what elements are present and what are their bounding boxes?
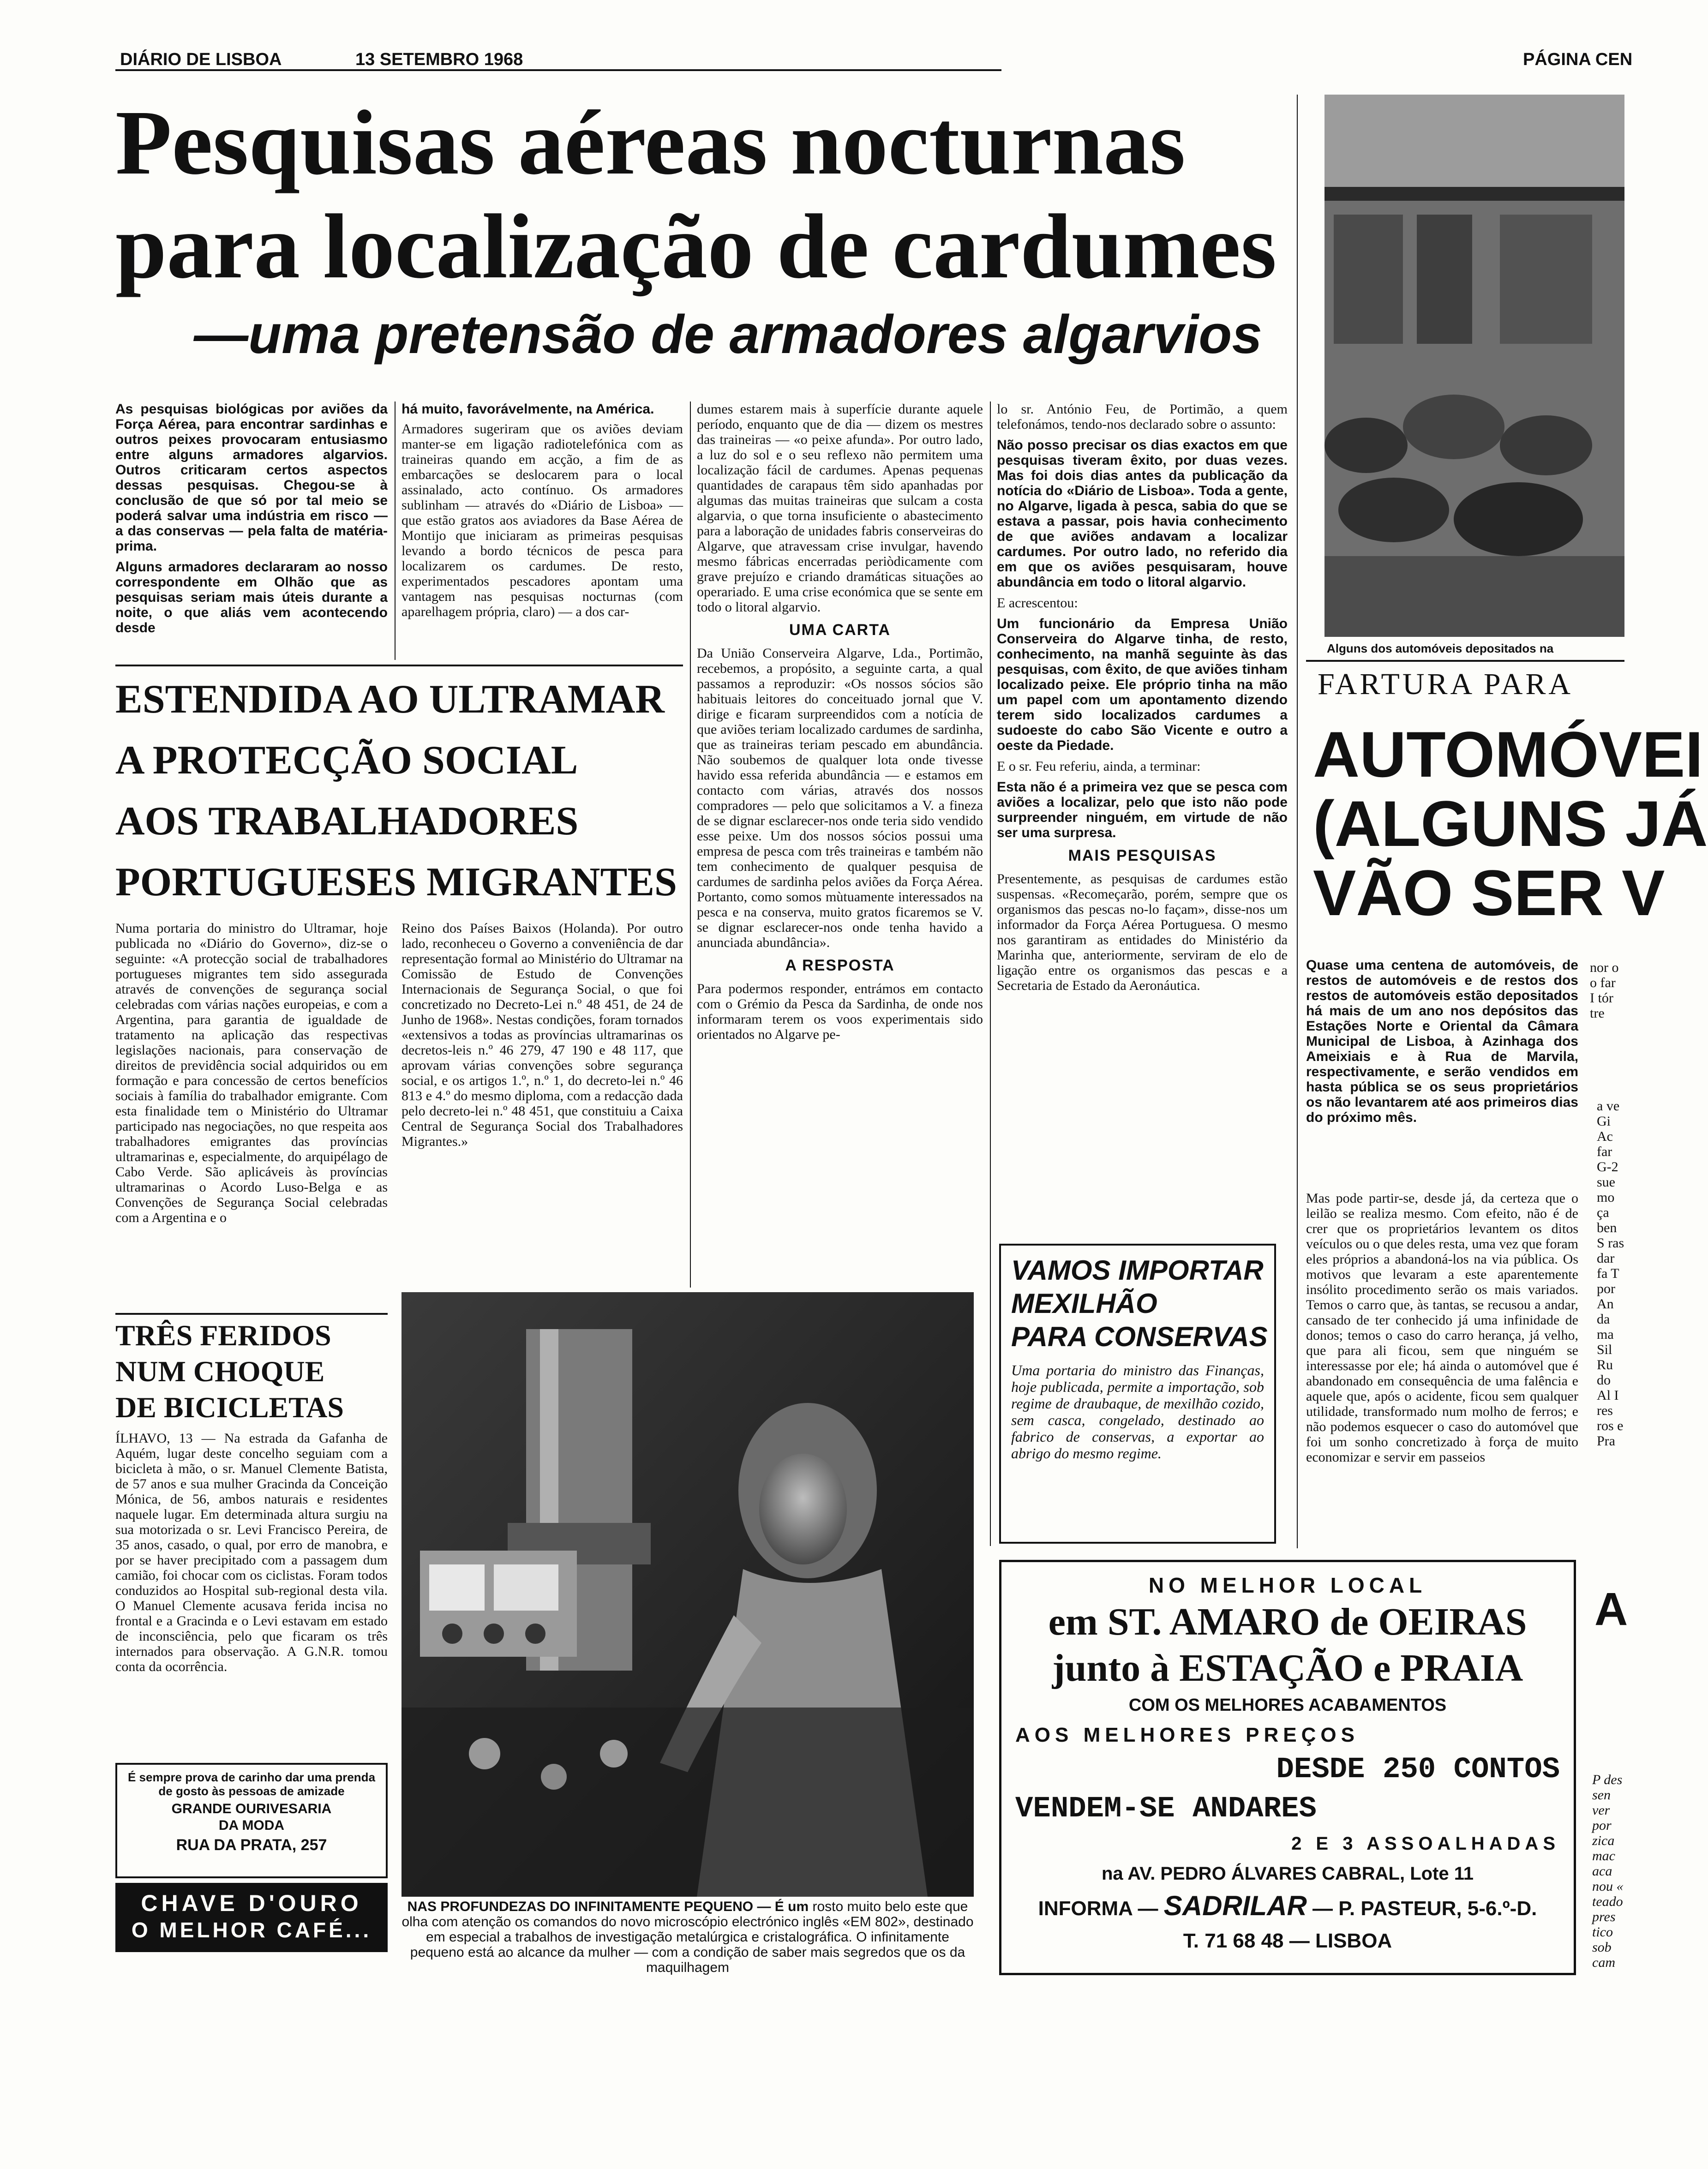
ad-oeiras — [999, 1560, 1576, 1975]
right-story-intro: Quase uma centena de automóveis, de restos de automóveis e de restos dos restos de automóveis estão depositados há mais de um ano nos depósitos das Estações Norte e Oriental da Câmara Municipal de Lisboa, à Azinhaga dos Ameixiais e à Rua de Marvila, respectivamente, e serão vendidos em hasta pública se os seus proprietários os não levantarem até aos primeiros dias do próximo mês. — [1306, 958, 1578, 1125]
bicycle-headline — [115, 1318, 388, 1426]
lead-col4-quote2: Um funcionário da Empresa União Conserveira do Algarve tinha, de resto, conhecimento, na manhã seguinte às das pesquisas, com êxito, de que aviões tinham localizado peixe. Ele próprio tinha na mão um papel com um apontamento dizendo terem sido localizados cardumes a sudoeste do cabo São Vicente e outro a oeste da Piedade. — [997, 616, 1288, 753]
lead-column-1 — [115, 401, 388, 635]
cars-photo — [1324, 95, 1624, 637]
right-edge-italic: P des sen ver por zica mac aca nou « teado pres tico sob cam — [1592, 1772, 1624, 1970]
mexilhao-headline-line3: PARA CONSERVAS — [1011, 1321, 1268, 1352]
ad-cafe — [115, 1883, 388, 1952]
right-story-text: Mas pode partir-se, desde já, da certeza que o leilão se realiza mesmo. Com efeito, não é de crer que os proprietários levantem os ditos veículos ou o que deles resta, uma vez que foram eles próprios a abandoná-los na via pública. Os motivos que levaram a este aparentemente insólito procedimento serão os mais variados. Temos o carro que, às tantas, se recusou a andar, cansado de ter conhecido já uma infinidade de donos; temos o caso do carro herança, já velho, que para ali ficou, sem que ninguém se interessasse por ele; há ainda o automóvel que é abandonado em consequência de uma falência e aquele que, após o acidente, ficou sem qualquer utilidade, transformado num molho de ferros; e não podemos esquecer o caso do automóvel que foi um sonho concretizado à força de muito economizar e servir em passeios — [1306, 1191, 1578, 1465]
ad-oeiras-line9: na AV. PEDRO ÁLVARES CABRAL, Lote 11 — [1101, 1863, 1474, 1884]
lead-col4-mais: Presentemente, as pesquisas de cardumes estão suspensas. «Recomeçarão, porém, sempre que os organismos das pescas no-lo façam», disse-nos um informador da Força Aérea Portuguesa. O mesmo nos garantiram as entidades do Ministério da Marinha que, anteriormente, serviram de elo de ligação entre os organismos das pescas e a Secretaria de Estado da Aeronáutica. — [997, 871, 1288, 993]
lead-headline-line1: Pesquisas aéreas nocturnas — [115, 92, 1186, 194]
ad-oeiras-line1: NO MELHOR LOCAL — [1148, 1573, 1427, 1597]
ultramar-column-2: Reino dos Países Baixos (Holanda). Por outro lado, reconheceu o Governo a conveniência de dar representação formal ao Ministério do Ultramar na Comissão de Estudo de Convenções Internacionais de Segurança Social, o que foi concretizado no Decreto-Lei n.º 48 451, de 24 de Junho de 1968». Nestas condições, foram tornados «extensivos a todas as províncias ultramarinas os decretos-leis n.º 46 279, 47 190 e 48 117, que aprovam várias convenções sobre segurança social, e os artigos 1.º, n.º 1, do decreto-lei n.º 46 813 e 4.º do mesmo diploma, com a redacção dada pelo decreto-lei n.º 48 451, que constituiu a Caixa Central de Segurança Social dos Trabalhadores Migrantes.» — [402, 921, 683, 1149]
lead-headline-line2: para localização de cardumes — [115, 196, 1277, 298]
ad-ourivesaria-line2: GRANDE OURIVESARIA — [171, 1801, 332, 1816]
cars-photo-image — [1324, 95, 1624, 637]
mexilhao-headline-line2: MEXILHÃO — [1011, 1288, 1157, 1319]
lead-subhead-carta: UMA CARTA — [789, 621, 891, 639]
column-rule-2 — [690, 401, 691, 1288]
ultramar-column-1: Numa portaria do ministro do Ultramar, hoje publicada no «Diário do Governo», diz-se o seguinte: «A protecção social de trabalhadores portugueses migrantes tem sido assegurada através de convenções de segurança social celebradas com várias nações europeias, e com a Argentina, para garantia de igualdade de tratamento na aplicação das respectivas legislações nacionais, para conservação de direitos de previdência social adquiridos ou em formação e para concessão de certos benefícios sociais à família do trabalhador emigrante. Com esta finalidade tem o Ministério do Ultramar participado nas negociações, no que respeita aos trabalhadores emigrantes das províncias ultramarinas e, especialmente, do arquipélago de Cabo Verde. São aplicáveis às províncias ultramarinas o Acordo Luso-Belga e as Convenções de Segurança Social celebradas com a Argentina e o — [115, 921, 388, 1225]
lead-subhead-resposta: A RESPOSTA — [785, 957, 895, 974]
ad-oeiras-address: — P. PASTEUR, 5-6.º-D. — [1312, 1897, 1537, 1920]
masthead-rule — [115, 69, 1001, 71]
cars-photo-caption: Alguns dos automóveis depositados na — [1327, 641, 1554, 655]
lead-subhead-mais: MAIS PESQUISAS — [1068, 847, 1217, 864]
lead-column-3 — [697, 401, 983, 1042]
mexilhao-text: Uma portaria do ministro das Finanças, hoje publicada, permite a importação, sob regime de draubaque, de mexilhão cozido, sem casca, congelado, destinado ao fabrico de conservas, a exportar ao abrigo do mesmo regime. — [1011, 1362, 1264, 1462]
ad-cafe-line2: O MELHOR CAFÉ... — [131, 1918, 372, 1942]
ad-oeiras-line7: VENDEM-SE ANDARES — [1015, 1792, 1317, 1826]
lead-col4-quote1: Não posso precisar os dias exactos em que pesquisas tiveram êxito, por duas vezes. Mas foi dois dias antes da publicação da notícia do «Diário de Lisboa». Toda a gente, no Algarve, ligada à pesca, sabia do que se estava a passar, pois havia conhecimento de que aviões andavam a localizar cardumes. Por outro lado, no referido dia em que os aviões pesquisaram, houve abundância em todo o litoral algarvio. — [997, 437, 1288, 590]
microscope-caption — [402, 1899, 974, 1975]
bicycle-headline-line3: DE BICICLETAS — [115, 1391, 344, 1424]
lead-col4-quote3: Esta não é a primeira vez que se pesca com aviões a localizar, pelo que isto não pode surpreender ninguém, em virtude de não ser uma surpresa. — [997, 779, 1288, 840]
ultramar-headline — [115, 669, 683, 913]
lead-column-2 — [402, 401, 683, 619]
ad-oeiras-line4: COM OS MELHORES ACABAMENTOS — [1128, 1696, 1447, 1715]
ad-oeiras-informa: INFORMA — — [1038, 1897, 1158, 1920]
lead-intro: As pesquisas biológicas por aviões da Força Aérea, para encontrar sardinhas e outros peixes provocaram entusiasmo entre alguns armadores algarvios. Outros criticaram certos aspectos dessas pesquisas. Chegou-se à conclusão de que só por tal meio se poderá salvar uma indústria em risco — a das conservas — pela falta de matéria-prima. — [115, 401, 388, 554]
lead-col2-bold: há muito, favorávelmente, na América. — [402, 401, 654, 417]
lead-col3-resposta: Para podermos responder, entrámos em contacto com o Grémio da Pesca da Sardinha, de onde nos informaram terem os voos experimentais sido orientados no Algarve pe- — [697, 981, 983, 1042]
ad-oeiras-line3: junto à ESTAÇÃO e PRAIA — [1052, 1647, 1523, 1690]
microscope-caption-bold: NAS PROFUNDEZAS DO INFINITAMENTE PEQUENO — É um — [407, 1899, 809, 1914]
right-edge-column-2: a ve Gi Ac far G-2 sue mo ça ben S ras dar fa T por An da ma Sil Ru do Al I res ros e Pra — [1597, 1098, 1624, 1449]
lead-column-4 — [997, 401, 1288, 993]
lead-col4-text: lo sr. António Feu, de Portimão, a quem telefonámos, tendo-nos declarado sobre o assunto: — [997, 401, 1288, 432]
lead-col4-feu: E o sr. Feu referiu, ainda, a terminar: — [997, 759, 1201, 774]
microscope-photo — [402, 1292, 974, 1897]
right-story-kicker: FARTURA PARA — [1318, 667, 1574, 701]
masthead-newspaper: DIÁRIO DE LISBOA — [120, 50, 282, 69]
masthead-date: 13 SETEMBRO 1968 — [355, 50, 523, 69]
ad-oeiras-sadrilar: SADRILAR — [1163, 1890, 1307, 1921]
ad-oeiras-line8: 2 E 3 ASSOALHADAS — [1291, 1833, 1560, 1854]
ad-cafe-line1: CHAVE D'OURO — [141, 1890, 362, 1916]
right-headline-line3: VÃO SER V — [1313, 857, 1665, 929]
column-rule-1 — [395, 401, 396, 660]
ultramar-top-rule — [115, 665, 683, 666]
mexilhao-box — [999, 1244, 1276, 1544]
lead-subheadline: —uma pretensão de armadores algarvios — [194, 304, 1263, 365]
bicycle-headline-line2: NUM CHOQUE — [115, 1355, 325, 1388]
ad-ourivesaria-line4: RUA DA PRATA, 257 — [176, 1836, 327, 1854]
ultramar-headline-line4: PORTUGUESES MIGRANTES — [115, 860, 677, 905]
bicycle-text: ÍLHAVO, 13 — Na estrada da Gafanha de Aquém, lugar deste concelho seguiam com a bicicleta à mão, o sr. Manuel Clemente Batista, de 57 anos e sua mulher Gracinda da Conceição Mónica, de 56, ambos naturais e residentes naquele lugar. Em determinada altura surgiu na sua motorizada o sr. Levi Francisco Pereira, de 35 anos, casado, o qual, por erro de manobra, e por se haver precipitado com a passagem dum camião, foi chocar com os ciclistas. Foram todos conduzidos ao Hospital sub-regional desta vila. O Manuel Clemente acusava ferida incisa no frontal e a Gracinda e o Levi estavam em estado de inconsciência, pelo que ficaram os três internados para observação. A G.N.R. tomou conta da ocorrência. — [115, 1431, 388, 1674]
right-headline-line2: (ALGUNS JÁ — [1313, 787, 1708, 860]
column-rule-4 — [1297, 95, 1298, 1548]
lead-col3-text: dumes estarem mais à superfície durante aquele período, enquanto que de dia — dizem os mestres das traineiras — «o peixe afunda». Por outro lado, a luz do sol e o seu reflexo não permitem uma localização fácil de cardumes. Apenas pequenas quantidades de carapaus têm sido apanhadas por algumas das muitas traineiras que sulcam a costa algarvia, o que torna insuficiente o abastecimento para a laboração de unidades fabris conserveiras do Algarve, que atravessam crise invulgar, havendo mesmo fábricas encerradas periòdicamente com grave prejuízo e criando dramáticas situações ao operariado. E uma crise económica que se sente em todo o litoral algarvio. — [697, 401, 983, 615]
ultramar-headline-line2: A PROTECÇÃO SOCIAL — [115, 738, 578, 783]
ultramar-headline-line1: ESTENDIDA AO ULTRAMAR — [115, 677, 665, 722]
lead-col2-text: Armadores sugeriram que os aviões deviam manter-se em ligação radiotelefónica com as traineiras quando em acção, a fim de as embarcações se deslocarem para o local assinalado, acto contínuo. Os armadores sublinham — através do «Diário de Lisboa» — que estão gratos aos aviadores da Base Aérea de Montijo que iniciaram as primeiras pesquisas levando a bordo técnicos de pesca para localizarem os cardumes. De resto, experimentados pescadores apontam uma vantagem nas pesquisas nocturnas (com aparelhagem própria, claro) — a dos car- — [402, 421, 683, 619]
right-edge-letter: A — [1594, 1583, 1628, 1635]
ad-oeiras-line5: AOS MELHORES PREÇOS — [1015, 1724, 1359, 1746]
right-story-rule — [1306, 660, 1624, 662]
bicycle-headline-line1: TRÊS FERIDOS — [115, 1319, 331, 1352]
bicycle-top-rule — [115, 1313, 388, 1315]
ultramar-headline-line3: AOS TRABALHADORES — [115, 799, 579, 844]
ad-oeiras-line10 — [1015, 1890, 1560, 1925]
ad-oeiras-line6: DESDE 250 CONTOS — [1276, 1753, 1560, 1786]
lead-col4-acrescentou: E acrescentou: — [997, 595, 1078, 611]
column-rule-3 — [990, 401, 991, 1546]
lead-col1-p2: Alguns armadores declararam ao nosso correspondente em Olhão que as pesquisas seriam mais úteis durante a noite, o que aliás vem acontecendo desde — [115, 559, 388, 635]
masthead-page: PÁGINA CEN — [1523, 50, 1633, 69]
lead-col3-carta: Da União Conserveira Algarve, Lda., Portimão, recebemos, a propósito, a seguinte carta, a qual passamos a reproduzir: «Os nossos sócios são habituais leitores do conceituado jornal que V. dirige e ficaram surpreendidos com a notícia de que aviões teriam localizado cardumes de sardinha, que as traineiras teriam pescado em abundância. Não soubemos de qualquer lota onde tivesse havido essa referida abundância — e estamos em contacto com várias, através dos nossos compradores — pelo que solicitamos a V. a fineza de se dignar esclarecer-nos onde teria sido vendido esse peixe. Um dos nossos sócios possui uma empresa de pesca com três traineiras e também não tem conhecimento de qualquer pesquisa de cardumes de sardinha pelos aviões da Força Aérea. Portanto, como somos mùtuamente interessados na pesca e na conserva, muito gratos ficaremos se V. se dignar esclarecer-nos onde tenha havido a anunciada abundância». — [697, 646, 983, 950]
ad-ourivesaria-line1: É sempre prova de carinho dar uma prenda de gosto às pessoas de amizade — [127, 1770, 376, 1798]
right-story-headline — [1313, 718, 1708, 929]
ad-ourivesaria-line3: DA MODA — [218, 1818, 285, 1833]
microscope-photo-image — [402, 1292, 974, 1897]
microscope-caption-text: rosto muito belo este que olha com atenção os comandos do novo microscópio electrónico inglês «EM 802», destinado em especial a trabalhos de investigação metalúrgica e cristalográfica. O infinitamente pequeno está ao alcance da mulher — com a condição de saber mais segredos que os da maquilhagem — [402, 1899, 974, 1975]
right-edge-column-1: nor o o far I tór tre — [1590, 960, 1619, 1021]
mexilhao-headline-line1: VAMOS IMPORTAR — [1011, 1255, 1264, 1286]
right-headline-line1: AUTOMÓVEI — [1313, 718, 1703, 791]
ad-oeiras-line2: em ST. AMARO de OEIRAS — [1048, 1600, 1527, 1643]
ad-ourivesaria — [115, 1763, 388, 1878]
ad-oeiras-line11: T. 71 68 48 — LISBOA — [1183, 1929, 1392, 1952]
